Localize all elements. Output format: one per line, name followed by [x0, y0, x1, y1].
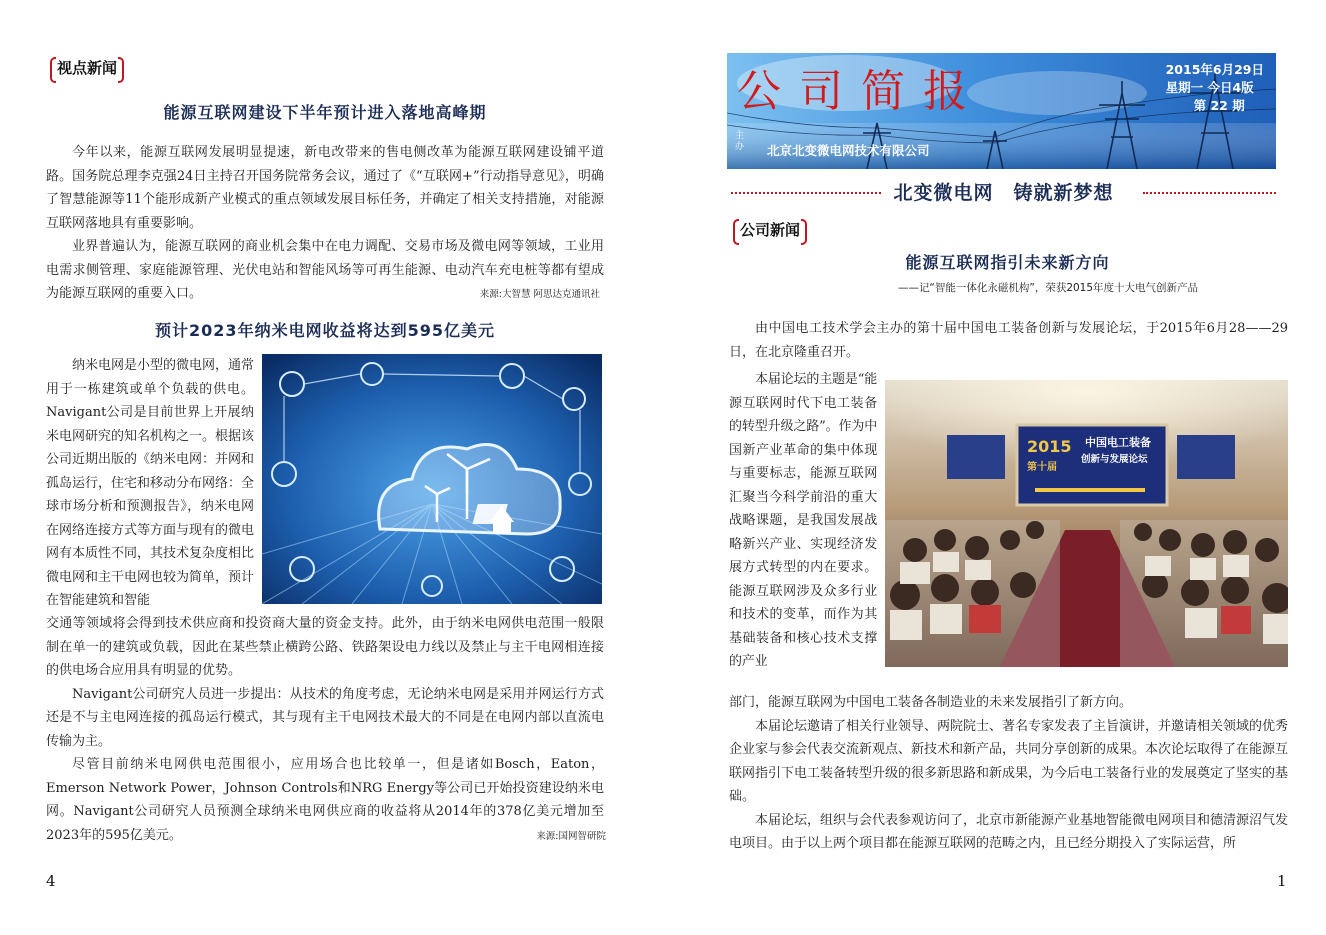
masthead-weekday-edition: 星期一 今日4版	[1165, 80, 1254, 95]
article-subtitle: ——记“智能一体化永磁机构”，荣获2015年度十大电气创新产品	[897, 282, 1199, 294]
article2-paragraph: 交通等领域将会得到技术供应商和投资商大量的资金支持。此外，由于纳米电网供电范围一般限制在单一的建筑或负载，因此在某些禁止横跨公路、铁路架设电力线以及禁止与主干电网相连接的供电场合应用具有明显的优势。	[46, 616, 604, 678]
screen-year: 2015	[1027, 437, 1072, 456]
article-lead	[729, 317, 1288, 364]
screen-edition: 第十届	[1027, 462, 1057, 473]
article1-body	[46, 141, 604, 306]
dotted-divider	[1143, 192, 1276, 194]
forum-photo	[885, 380, 1288, 667]
masthead-sponsor-tag: 主办	[735, 131, 745, 152]
article2-paragraph: Navigant公司研究人员进一步提出：从技术的角度考虑，无论纳米电网是采用并网运行方式还是不与主电网连接的孤岛运行模式，其与现有主干电网技术最大的不同是在电网内部以直流电传输为主。	[46, 686, 604, 749]
article-body	[729, 691, 1288, 856]
page-number: 4	[46, 872, 56, 890]
article2-body	[46, 612, 604, 847]
nanogrid-cloud-illustration	[262, 354, 602, 604]
article1-paragraph: 业界普遍认为，能源互联网的商业机会集中在电力调配、交易市场及微电网等领域，工业用电需求侧管理、家庭能源管理、光伏电站和智能风场等可再生能源、电动汽车充电桩等都有望成为能源互联网的重要入口。	[46, 239, 604, 301]
article1-paragraph: 今年以来，能源互联网发展明显提速，新电改带来的售电侧改革为能源互联网建设铺平道路。国务院总理李克强24日主持召开国务院常务会议，通过了《“互联网+”行动指导意见》，明确了智慧能源等11个能形成新产业模式的重点领域发展目标任务，并确定了相关支持措施，对能源互联网落地具有重要影响。	[46, 145, 604, 231]
screen-subtitle: 创新与发展论坛	[1081, 454, 1148, 465]
article2-intro	[46, 354, 254, 613]
screen-title: 中国电工装备	[1085, 436, 1151, 449]
article-paragraph: 本届论坛，组织与会代表参观访问了，北京市新能源产业基地智能微电网项目和德清源沼气发电项目。由于以上两个项目都在能源互联网的范畴之内，且已经分期投入了实际运营，所	[729, 812, 1289, 851]
section-label-viewpoint-news: 视点新闻	[52, 57, 122, 79]
masthead-banner	[727, 53, 1276, 169]
article2-source: 来源:国网智研院	[536, 831, 606, 842]
masthead-sponsor: 北京北变微电网技术有限公司	[767, 143, 930, 158]
masthead-date: 2015年6月29日	[1165, 62, 1264, 77]
article-paragraph: 本届论坛邀请了相关行业领导、两院院士、著名专家发表了主旨演讲，并邀请相关领域的优秀企业家与参会代表交流新观点、新技术和新产品，共同分享创新的成果。本次论坛取得了在能源互联网指引下电工装备转型升级的很多新思路和新成果，为今后电工装备行业的发展奠定了坚实的基础。	[729, 718, 1289, 804]
masthead-issue-number: 第 22 期	[1193, 98, 1245, 113]
conference-hall-icon	[885, 380, 1288, 667]
article-paragraph: 部门，能源互联网为中国电工装备各制造业的未来发展指引了新方向。	[729, 695, 1133, 710]
masthead-title: 公司简报	[737, 66, 985, 117]
article2-title: 预计2023年纳米电网收益将达到595亿美元	[155, 321, 495, 340]
article-wrapped-text	[729, 368, 877, 674]
article2-paragraph: 纳米电网是小型的微电网，通常用于一栋建筑或单个负载的供电。Navigant公司是目前世界上开展纳米电网研究的知名机构之一。根据该公司近期出版的《纳米电网：并网和孤岛运行，住宅和移动分布网络：全球市场分析和预测报告》，纳米电网在网络连接方式等方面与现有的微电网有本质性不同，其技术复杂度相比微电网和主干电网也较为简单，预计在智能建筑和智能	[46, 358, 255, 608]
masthead-issue-info	[1166, 61, 1264, 115]
cloud-network-icon	[262, 354, 602, 604]
article1-title: 能源互联网建设下半年预计进入落地高峰期	[163, 103, 487, 122]
article-paragraph: 本届论坛的主题是“能源互联网时代下电工装备的转型升级之路”。作为中国新产业革命的集中体现与重要标志，能源互联网汇聚当今科学前沿的重大战略课题，是我国发展战略新兴产业、实现经济发展方式转型的内在要求。能源互联网涉及众多行业和技术的变革，而作为其基础装备和核心技术支撑的产业	[729, 372, 877, 669]
section-label-company-news: 公司新闻	[735, 219, 805, 241]
article-title: 能源互联网指引未来新方向	[905, 253, 1110, 272]
article-paragraph: 由中国电工技术学会主办的第十届中国电工装备创新与发展论坛，于2015年6月28——29日，在北京隆重召开。	[729, 321, 1288, 360]
slogan-row	[731, 176, 1276, 210]
article2-paragraph: 尽管目前纳米电网供电范围很小，应用场合也比较单一，但是诸如Bosch，Eaton，Emerson Network Power，Johnson Controls和NRG Energy等公司已开始投资建设纳米电网。Navigant公司研究人员预测全球纳米电网供应商的收益将从2014年的378亿美元增加至2023年的595亿美元。	[46, 757, 604, 843]
page-number: 1	[1277, 872, 1287, 890]
right-page	[663, 0, 1326, 935]
article1-source: 来源:大智慧 阿思达克通讯社	[479, 289, 600, 300]
slogan: 北变微电网 铸就新梦想	[893, 182, 1114, 204]
